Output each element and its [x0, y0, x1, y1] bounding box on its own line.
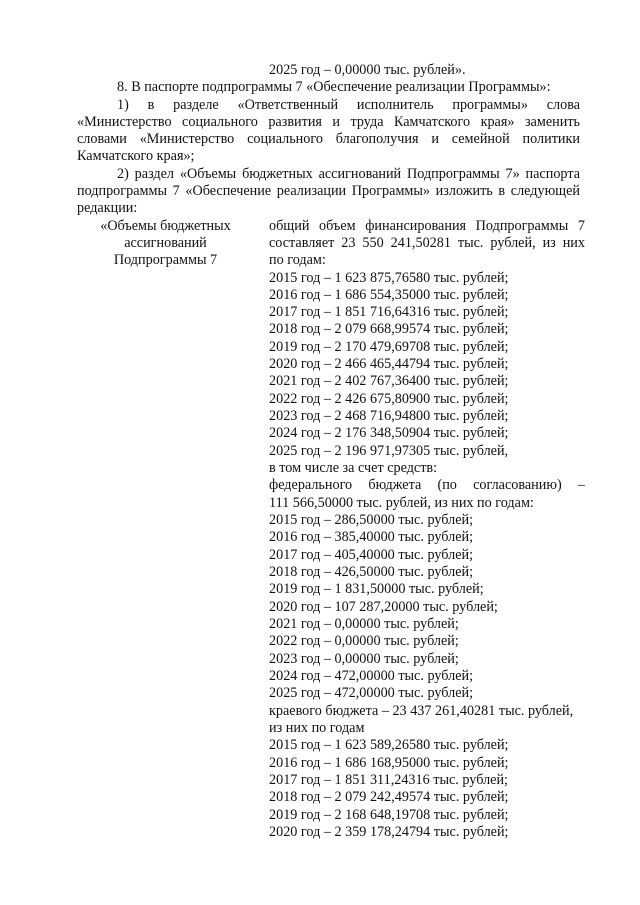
top-line: 2025 год – 0,00000 тыс. рублей».: [269, 62, 466, 78]
sub1-line-4: Камчатского края»;: [77, 148, 195, 164]
federal-intro-line-1: федерального бюджета (по согласованию) –: [269, 477, 585, 493]
label-line-3: Подпрограммы 7: [113, 252, 218, 268]
federal-year-2020: 2020 год – 107 287,20000 тыс. рублей;: [269, 599, 498, 615]
total-year-2020: 2020 год – 2 466 465,44794 тыс. рублей;: [269, 356, 509, 372]
regional-intro-line-2: из них по годам: [269, 720, 365, 736]
total-year-2021: 2021 год – 2 402 767,36400 тыс. рублей;: [269, 373, 509, 389]
total-year-2022: 2022 год – 2 426 675,80900 тыс. рублей;: [269, 391, 509, 407]
total-year-2025: 2025 год – 2 196 971,97305 тыс. рублей,: [269, 443, 509, 459]
total-year-2016: 2016 год – 1 686 554,35000 тыс. рублей;: [269, 287, 509, 303]
regional-year-2015: 2015 год – 1 623 589,26580 тыс. рублей;: [269, 737, 509, 753]
federal-year-2015: 2015 год – 286,50000 тыс. рублей;: [269, 512, 474, 528]
federal-year-2021: 2021 год – 0,00000 тыс. рублей;: [269, 616, 459, 632]
regional-year-2016: 2016 год – 1 686 168,95000 тыс. рублей;: [269, 755, 509, 771]
sub1-line-2: «Министерство социального развития и труда Камчатского края» заменить: [77, 114, 580, 130]
federal-year-2022: 2022 год – 0,00000 тыс. рублей;: [269, 633, 459, 649]
federal-year-2024: 2024 год – 472,00000 тыс. рублей;: [269, 668, 474, 684]
sub2-line-1: 2) раздел «Объемы бюджетных ассигнований Подпрограммы 7» паспорта: [117, 166, 580, 182]
regional-year-2018: 2018 год – 2 079 242,49574 тыс. рублей;: [269, 789, 509, 805]
total-year-2024: 2024 год – 2 176 348,50904 тыс. рублей;: [269, 425, 509, 441]
federal-year-2025: 2025 год – 472,00000 тыс. рублей;: [269, 685, 474, 701]
intro-line-1: общий объем финансирования Подпрограммы 7: [269, 218, 585, 234]
sub2-line-3: редакции:: [77, 200, 138, 216]
label-line-2: ассигнований: [124, 235, 207, 251]
total-year-2015: 2015 год – 1 623 875,76580 тыс. рублей;: [269, 270, 509, 286]
regional-year-2019: 2019 год – 2 168 648,19708 тыс. рублей;: [269, 807, 509, 823]
total-year-2023: 2023 год – 2 468 716,94800 тыс. рублей;: [269, 408, 509, 424]
including-line: в том числе за счет средств:: [269, 460, 438, 476]
federal-year-2023: 2023 год – 0,00000 тыс. рублей;: [269, 651, 459, 667]
regional-year-2020: 2020 год – 2 359 178,24794 тыс. рублей;: [269, 824, 509, 840]
sub1-line-1: 1) в разделе «Ответственный исполнитель программы» слова: [117, 97, 580, 113]
total-year-2017: 2017 год – 1 851 716,64316 тыс. рублей;: [269, 304, 509, 320]
total-year-2018: 2018 год – 2 079 668,99574 тыс. рублей;: [269, 321, 509, 337]
intro-line-3: по годам:: [269, 252, 326, 268]
regional-year-2017: 2017 год – 1 851 311,24316 тыс. рублей;: [269, 772, 508, 788]
federal-year-2016: 2016 год – 385,40000 тыс. рублей;: [269, 529, 474, 545]
sub2-line-2: подпрограммы 7 «Обеспечение реализации Программы» изложить в следующей: [77, 183, 580, 199]
federal-year-2018: 2018 год – 426,50000 тыс. рублей;: [269, 564, 474, 580]
federal-year-2019: 2019 год – 1 831,50000 тыс. рублей;: [269, 581, 484, 597]
item-8-heading: 8. В паспорте подпрограммы 7 «Обеспечение реализации Программы»:: [117, 79, 551, 95]
federal-year-2017: 2017 год – 405,40000 тыс. рублей;: [269, 547, 474, 563]
label-line-1: «Объемы бюджетных: [100, 218, 231, 234]
intro-line-2: составляет 23 550 241,50281 тыс. рублей, из них: [269, 235, 585, 251]
sub1-line-3: словами «Министерство социального благополучия и семейной политики: [77, 131, 580, 147]
regional-intro-line-1: краевого бюджета – 23 437 261,40281 тыс. рублей,: [269, 703, 574, 719]
federal-intro-line-2: 111 566,50000 тыс. рублей, из них по годам:: [269, 495, 534, 511]
total-year-2019: 2019 год – 2 170 479,69708 тыс. рублей;: [269, 339, 509, 355]
